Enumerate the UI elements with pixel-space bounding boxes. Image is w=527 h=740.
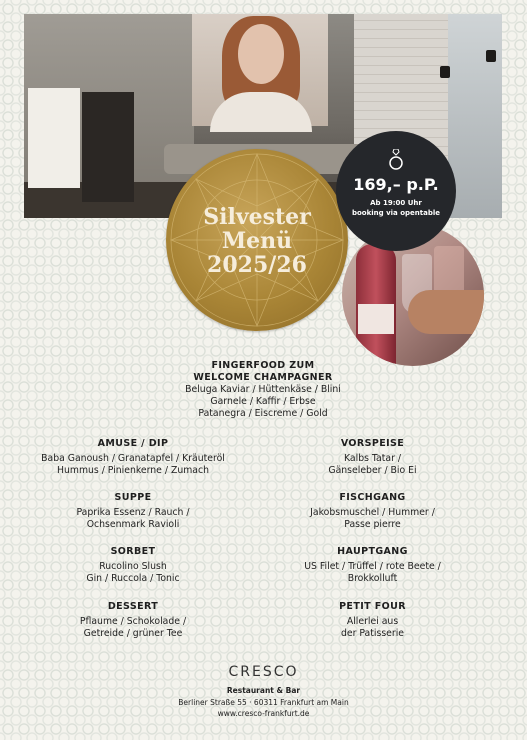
bottle-label <box>358 304 394 334</box>
section-heading: AMUSE / DIP <box>97 438 169 449</box>
pouring-hand <box>408 290 484 334</box>
menu-item: Getreide / grüner Tee <box>83 628 183 639</box>
menu-item: Patanegra / Eiscreme / Gold <box>198 408 328 419</box>
price-badge <box>336 131 456 251</box>
menu-item: Garnele / Kaffir / Erbse <box>210 396 316 407</box>
section-sorbet <box>28 546 238 585</box>
menu-item: Hummus / Pinienkerne / Zumach <box>57 465 209 476</box>
section-heading: VORSPEISE <box>340 438 405 449</box>
section-dessert <box>28 601 238 640</box>
menu-item: der Patisserie <box>340 628 405 639</box>
section-heading: FISCHGANG <box>339 492 406 503</box>
footer-subtitle: Restaurant & Bar <box>226 686 301 695</box>
photo-lamp <box>486 50 496 62</box>
menu-item: Beluga Kaviar / Hüttenkäse / Blini <box>185 384 341 395</box>
menu-item: Allerlei aus <box>346 616 399 627</box>
section-heading: PETIT FOUR <box>339 601 406 612</box>
photo-window <box>448 14 502 218</box>
menu-item: Brokkolluft <box>347 573 398 584</box>
section-hauptgang <box>270 546 475 585</box>
section-heading: FINGERFOOD ZUM <box>211 360 315 371</box>
section-suppe <box>28 492 238 531</box>
section-amuse <box>28 438 238 477</box>
menu-item: Paprika Essenz / Rauch / <box>76 507 190 518</box>
section-petit-four <box>270 601 475 640</box>
section-heading: SUPPE <box>114 492 152 503</box>
title-badge <box>166 149 348 331</box>
footer-address: Berliner Straße 55 · 60311 Frankfurt am Main <box>178 698 349 707</box>
section-heading: HAUPTGANG <box>337 546 408 557</box>
ring-icon <box>389 149 403 171</box>
menu-item: Rucolino Slush <box>99 561 167 572</box>
section-vorspeise <box>270 438 475 477</box>
photo-lamp <box>440 66 450 78</box>
menu-item: Kalbs Tatar / <box>343 453 401 464</box>
badge-title <box>166 205 348 277</box>
menu-item: Passe pierre <box>344 519 401 530</box>
menu-item: US Filet / Trüffel / rote Beete / <box>304 561 441 572</box>
section-heading: WELCOME CHAMPAGNER <box>193 372 333 383</box>
section-fischgang <box>270 492 475 531</box>
menu-item: Gänseleber / Bio Ei <box>328 465 417 476</box>
price-time: Ab 19:00 Uhr <box>370 199 422 207</box>
footer-website[interactable]: www.cresco-frankfurt.de <box>217 709 310 718</box>
price-amount: 169,– p.P. <box>353 175 439 194</box>
badge-title-line: Silvester <box>203 204 311 230</box>
menu-item: Ochsenmark Ravioli <box>86 519 180 530</box>
badge-title-line: Menü <box>221 228 293 254</box>
menu-item: Gin / Ruccola / Tonic <box>86 573 180 584</box>
section-heading: DESSERT <box>107 601 159 612</box>
section-heading: SORBET <box>110 546 156 557</box>
photo-portrait-face <box>238 24 284 84</box>
cresco-logo: CRESCO <box>228 664 299 680</box>
menu-item: Baba Ganoush / Granatapfel / Kräuteröl <box>41 453 225 464</box>
photo-shelf <box>82 92 134 202</box>
section-fingerfood <box>113 360 413 420</box>
badge-title-line: 2025/26 <box>207 252 307 278</box>
menu-item: Pflaume / Schokolade / <box>79 616 187 627</box>
photo-bar-counter <box>28 88 80 188</box>
price-booking: booking via opentable <box>351 209 441 217</box>
menu-item: Jakobsmuschel / Hummer / <box>310 507 435 518</box>
